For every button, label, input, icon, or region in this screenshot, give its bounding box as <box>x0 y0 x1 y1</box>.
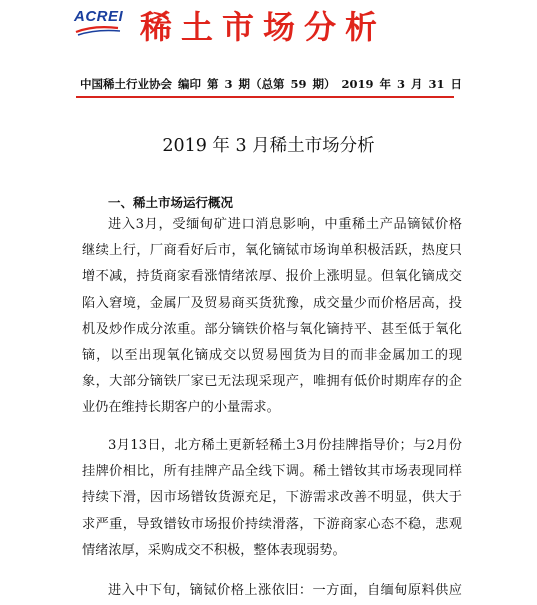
paragraph-line: 3月13日，北方稀土更新轻稀土3月份挂牌指导价；与2月份 <box>108 438 462 453</box>
paragraph-line: 进入3月，受缅甸矿进口消息影响，中重稀土产品镝铽价格 <box>108 217 462 232</box>
paragraph-line: 持续下滑，因市场镨钕货源充足，下游需求改善不明显，供大于 <box>82 490 462 506</box>
paragraph-line: 象，大部分镝铁厂家已无法现采现产，唯拥有低价时期库存的企 <box>82 374 462 390</box>
paragraph-line: 挂牌价相比，所有挂牌产品全线下调。稀土镨钕其市场表现同样 <box>82 464 462 480</box>
paragraph-line: 机及炒作成分浓重。部分镝铁价格与氧化镝持平、甚至低于氧化 <box>82 321 462 337</box>
paragraph-3 <box>82 578 462 604</box>
paragraph-line: 求严重，导致镨钕市场报价持续滑落，下游商家心态不稳，悲观 <box>82 516 462 532</box>
masthead-title: 稀土市场分析 <box>140 8 387 46</box>
paragraph-2 <box>82 433 462 564</box>
logo-text: ACREI <box>74 8 124 25</box>
acrei-logo <box>74 8 122 38</box>
issue-line: 中国稀土行业协会 编印 第 3 期（总第 59 期） 2019 年 3 月 31 日 <box>80 77 463 91</box>
paragraph-line: 继续上行，厂商看好后市，氧化镝铽市场询单积极活跃，热度只 <box>82 243 462 259</box>
paragraph-line: 进入中下旬，镝铽价格上涨依旧：一方面，自缅甸原料供应 <box>108 583 462 598</box>
paragraph-1 <box>82 212 462 422</box>
logo-swoosh-icon <box>74 23 122 37</box>
masthead <box>0 0 537 50</box>
paragraph-line: 陷入窘境，金属厂及贸易商买货犹豫，成交量少而价格居高，投 <box>82 295 462 311</box>
paragraph-line: 情绪浓厚，采购成交不积极，整体表现弱势。 <box>82 542 346 558</box>
paragraph-line: 镝，以至出现氧化镝成交以贸易囤货为目的而非金属加工的现 <box>82 347 462 363</box>
section-heading: 一、稀土市场运行概况 <box>108 195 234 210</box>
header-divider <box>76 96 454 98</box>
paragraph-line: 业仍在维持长期客户的小量需求。 <box>82 400 280 416</box>
paragraph-line: 增不减，持货商家看涨情绪浓厚、报价上涨明显。但氧化镝成交 <box>82 269 462 285</box>
document-title: 2019 年 3 月稀土市场分析 <box>162 136 375 156</box>
